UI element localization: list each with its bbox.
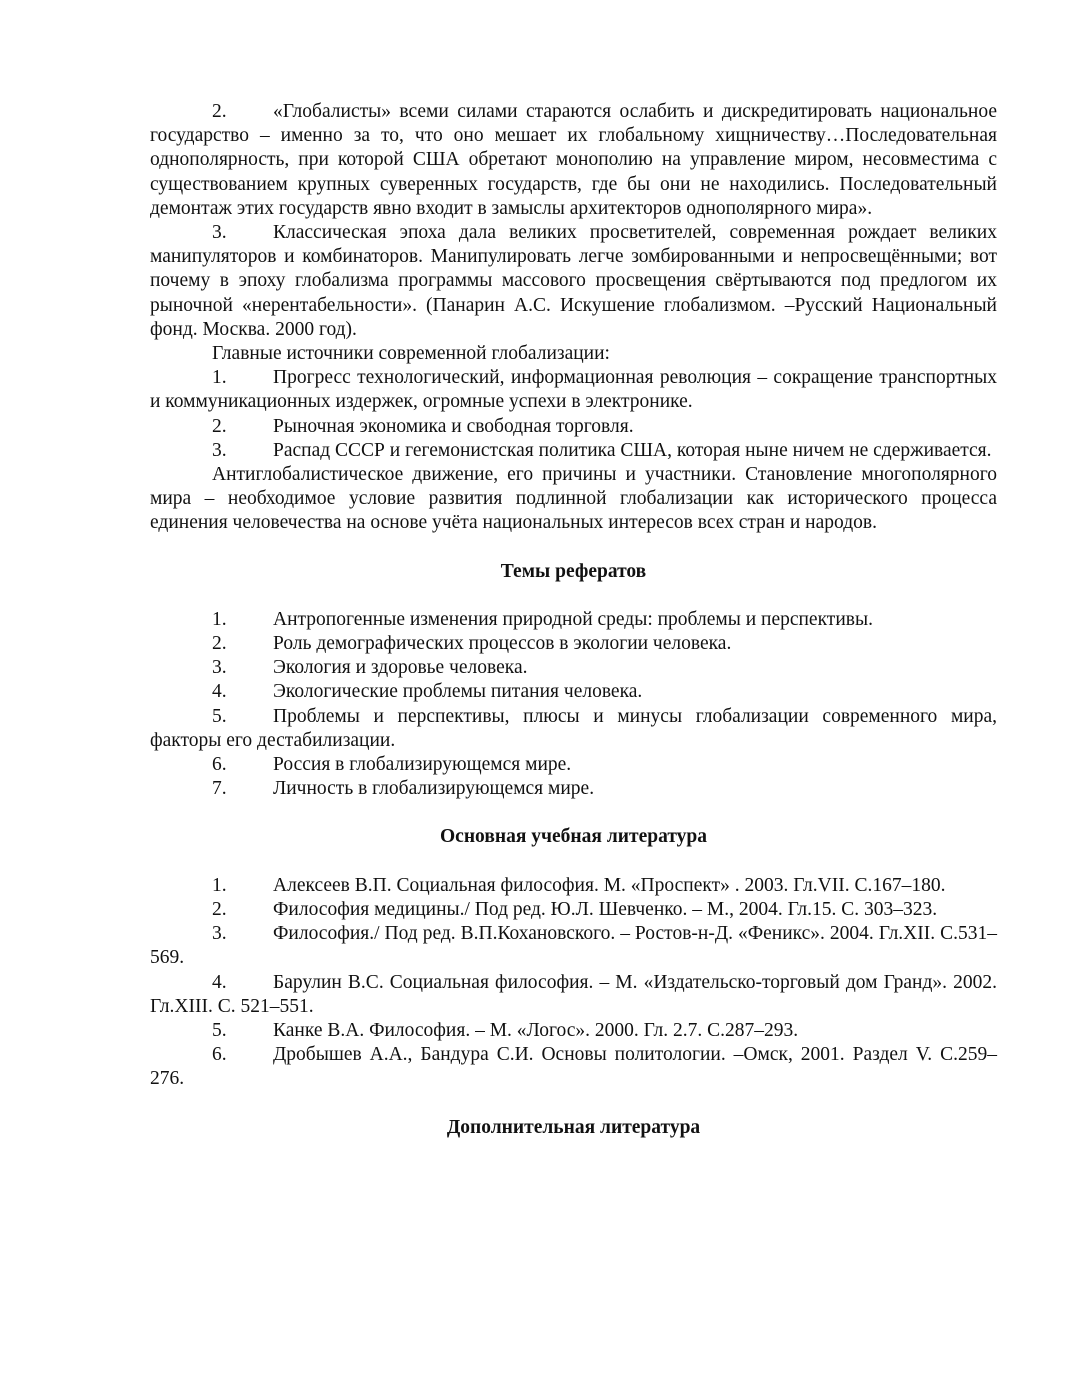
topic-item [150,705,997,753]
item-text: Распад СССР и гегемонистская политика США, которая ныне ничем не сдерживается. [273,439,992,461]
topic-item [150,753,997,777]
additional-literature-heading: Дополнительная литература [446,1116,701,1138]
topics-heading: Темы рефератов [500,560,647,582]
item-text: Философия медицины./ Под ред. Ю.Л. Шевченко. – М., 2004. Гл.15. С. 303–323. [273,898,938,920]
intro-item [150,100,997,221]
item-text: Россия в глобализирующемся мире. [273,754,572,776]
item-number: 5. [212,705,227,727]
item-number: 3. [212,923,227,945]
item-number: 2. [212,633,227,655]
item-text: «Глобалисты» всеми силами стараются ослабить и дискредитировать национальное государство – именно за то, что оно мешает их глобальному хищничеству…Последовательная однополярность, при которой США обретают монополию на управление миром, несовместима с существованием крупных суверенных государств, где бы они не находились. Последовательный демонтаж этих государств явно входит в замыслы архитекторов однополярного мира». [150,101,997,219]
source-item [150,366,997,414]
item-number: 1. [212,874,227,896]
item-text: Экологические проблемы питания человека. [273,681,643,703]
item-number: 3. [212,222,227,244]
item-number: 4. [212,971,227,993]
item-number: 2. [212,101,227,122]
item-number: 6. [212,754,227,776]
topic-item [150,632,997,656]
item-text: Алексеев В.П. Социальная философия. М. «Проспект» . 2003. Гл.VII. С.167–180. [273,874,946,896]
item-text: Рыночная экономика и свободная торговля. [273,415,634,437]
literature-item [150,898,997,922]
item-text: Барулин В.С. Социальная философия. – М. «Издательско-торговый дом Гранд». 2002. Гл.XIII. С. 521–551. [150,971,997,1017]
item-text: Прогресс технологический, информационная революция – сокращение транспортных и коммуникационных издержек, огромные успехи в электронике. [150,367,997,413]
literature-item [150,874,997,898]
item-number: 1. [212,608,227,630]
item-text: Антропогенные изменения природной среды: проблемы и перспективы. [273,608,873,630]
item-number: 3. [212,657,227,679]
item-number: 2. [212,415,227,437]
item-text: Дробышев А.А., Бандура С.И. Основы политологии. –Омск, 2001. Раздел V. С.259–276. [150,1044,997,1090]
literature-item [150,1043,997,1091]
item-number: 4. [212,681,227,703]
item-text: Роль демографических процессов в экологии человека. [273,633,732,655]
source-item [150,415,997,439]
antiglobalism-paragraph: Антиглобалистическое движение, его причины и участники. Становление многополярного мира – необходимое условие развития подлинной глобализации как исторического процесса единения человечества на основе учёта национальных интересов всех стран и народов. [150,464,997,534]
item-text: Экология и здоровье человека. [273,657,528,679]
item-text: Классическая эпоха дала великих просветителей, современная рождает великих манипуляторов и комбинаторов. Манипулировать легче зомбированными и непросвещёнными; вот почему в эпоху глобализма программы массового просвещения свёртываются под предлогом их рыночной «нерентабельности». (Панарин А.С. Искушение глобализмом. –Русский Национальный фонд. Москва. 2000 год). [150,222,997,340]
item-number: 5. [212,1019,227,1041]
intro-item [150,221,997,342]
topic-item [150,680,997,704]
source-item [150,439,997,463]
item-text: Проблемы и перспективы, плюсы и минусы глобализации современного мира, факторы его дестабилизации. [150,705,997,751]
item-number: 6. [212,1044,227,1066]
item-number: 2. [212,898,227,920]
topic-item [150,656,997,680]
item-text: Канке В.А. Философия. – М. «Логос». 2000. Гл. 2.7. С.287–293. [273,1019,799,1041]
literature-item [150,971,997,1019]
document-page [150,100,997,1140]
literature-item [150,922,997,970]
item-number: 7. [212,778,227,800]
item-number: 3. [212,439,227,461]
item-number: 1. [212,367,227,389]
topic-item [150,777,997,801]
item-text: Личность в глобализирующемся мире. [273,778,595,800]
literature-heading: Основная учебная литература [440,826,707,848]
sources-title: Главные источники современной глобализации: [212,343,610,365]
item-text: Философия./ Под ред. В.П.Кохановского. – Ростов-н-Д. «Феникс». 2004. Гл.XII. С.531–569. [150,923,997,969]
literature-item [150,1019,997,1043]
topic-item [150,608,997,632]
